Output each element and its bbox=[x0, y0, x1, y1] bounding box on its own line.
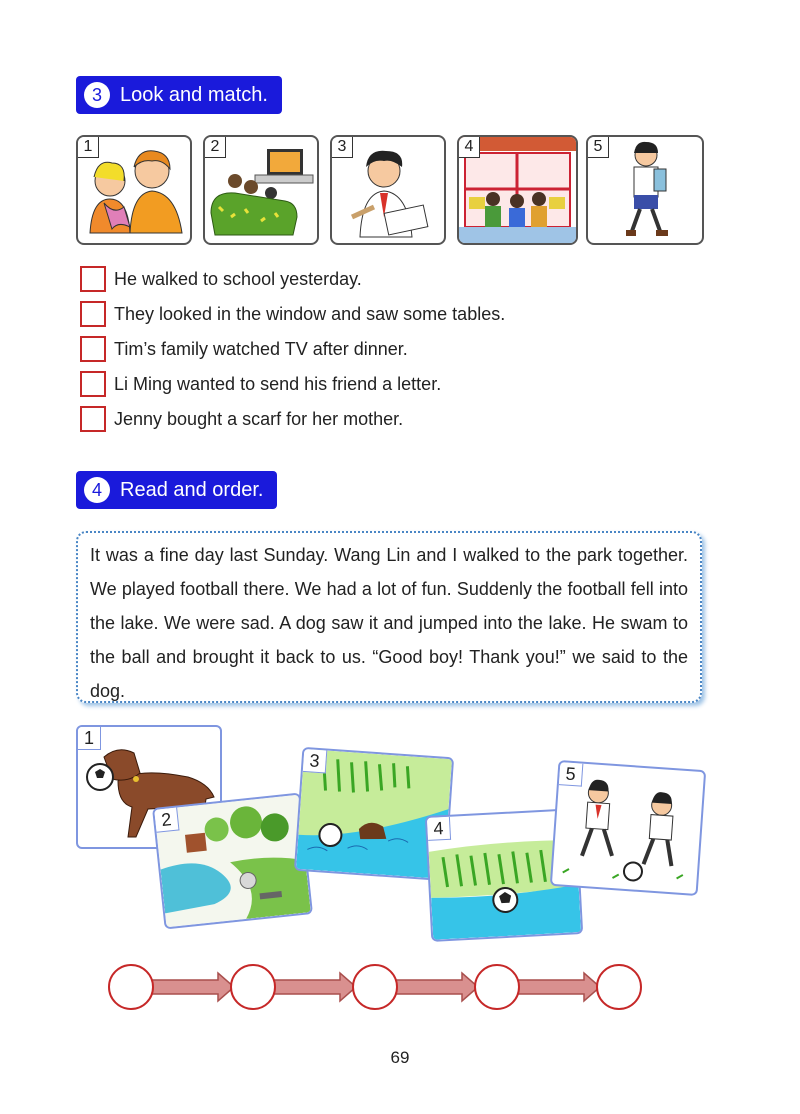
picture-number: 5 bbox=[588, 137, 609, 158]
section-3-title: Look and match. bbox=[120, 83, 268, 106]
picture-number: 1 bbox=[78, 727, 101, 750]
picture-number: 2 bbox=[205, 137, 226, 158]
picture-number: 4 bbox=[427, 817, 451, 841]
picture-number: 3 bbox=[332, 137, 353, 158]
order-answer-circle-2[interactable] bbox=[230, 964, 276, 1010]
match-sentence-2 bbox=[80, 301, 505, 327]
picture-number: 2 bbox=[154, 807, 179, 832]
page-number: 69 bbox=[390, 1048, 410, 1067]
match-picture-1 bbox=[76, 135, 192, 245]
match-sentence-5 bbox=[80, 406, 403, 432]
sentence-text: Tim’s family watched TV after dinner. bbox=[114, 338, 408, 359]
order-picture-2 bbox=[152, 793, 313, 930]
match-picture-3 bbox=[330, 135, 446, 245]
match-sentence-4 bbox=[80, 371, 441, 397]
match-picture-2 bbox=[203, 135, 319, 245]
answer-box[interactable] bbox=[80, 301, 106, 327]
picture-number: 3 bbox=[303, 749, 328, 774]
order-answer-circle-1[interactable] bbox=[108, 964, 154, 1010]
match-sentence-1 bbox=[80, 266, 362, 292]
story-text: It was a fine day last Sunday. Wang Lin and I walked to the park together. We played football there. We had a lot of fun. Suddenly the football fell into the lake. We were sad. A dog saw it and jumped into the lake. He swam to the ball and brought it back to us. “Good boy! Thank you!” we said to the dog. bbox=[76, 531, 702, 703]
order-answer-circle-3[interactable] bbox=[352, 964, 398, 1010]
picture-number: 5 bbox=[559, 762, 584, 787]
order-answer-circle-4[interactable] bbox=[474, 964, 520, 1010]
answer-box[interactable] bbox=[80, 336, 106, 362]
sentence-text: They looked in the window and saw some tables. bbox=[114, 303, 506, 324]
order-answer-circle-5[interactable] bbox=[596, 964, 642, 1010]
section-3-number: 3 bbox=[84, 82, 110, 108]
match-picture-4 bbox=[457, 135, 578, 245]
answer-box[interactable] bbox=[80, 371, 106, 397]
match-sentence-3 bbox=[80, 336, 408, 362]
order-picture-5 bbox=[550, 760, 706, 896]
section-4-header bbox=[76, 471, 277, 509]
sentence-text: Li Ming wanted to send his friend a letter. bbox=[114, 373, 442, 394]
sentence-text: He walked to school yesterday. bbox=[114, 268, 362, 289]
answer-box[interactable] bbox=[80, 266, 106, 292]
section-3-header bbox=[76, 76, 282, 114]
section-4-title: Read and order. bbox=[120, 478, 264, 501]
answer-box[interactable] bbox=[80, 406, 106, 432]
picture-number: 4 bbox=[459, 137, 480, 158]
picture-number: 1 bbox=[78, 137, 99, 158]
sentence-text: Jenny bought a scarf for her mother. bbox=[114, 408, 404, 429]
section-4-number: 4 bbox=[84, 477, 110, 503]
match-picture-5 bbox=[586, 135, 704, 245]
